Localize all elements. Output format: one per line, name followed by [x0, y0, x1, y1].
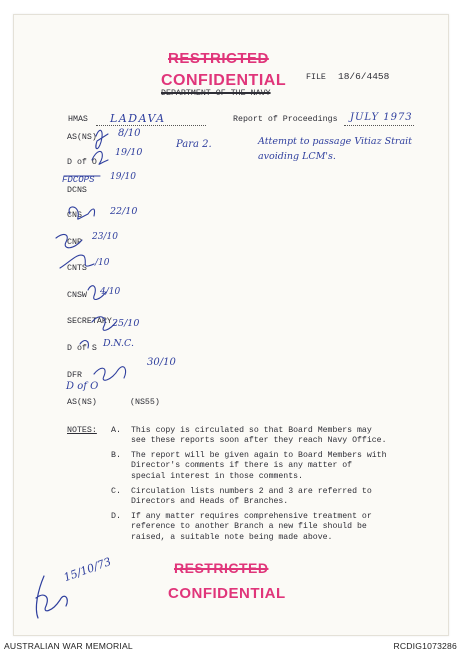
routing-cns: CNS	[67, 211, 82, 220]
restricted-stamp-top: RESTRICTED	[168, 50, 269, 67]
annotation-cns-date: 22/10	[110, 206, 138, 217]
notes-heading: NOTES:	[67, 426, 97, 435]
restricted-stamp-bottom: RESTRICTED	[174, 560, 269, 576]
routing-as-ns-final: AS(NS)	[67, 398, 97, 407]
file-label: FILE	[306, 73, 326, 82]
annotation-secretary-date: 25/10	[112, 318, 140, 329]
department-heading: DEPARTMENT OF THE NAVY	[161, 89, 271, 98]
hmas-label: HMAS	[68, 115, 88, 124]
routing-secretary: SECRETARY	[67, 317, 112, 326]
bottom-signature-date: 15/10/73	[62, 555, 113, 585]
file-number: 18/6/4458	[338, 71, 390, 82]
routing-d-of-s: D of S	[67, 344, 97, 353]
routing-fdcops: FDCOPS	[62, 175, 95, 185]
routing-as-ns: AS(NS)	[67, 133, 97, 142]
footer-record-id: RCDIG1073286	[393, 641, 457, 651]
annotation-as-ns-date: 8/10	[118, 128, 141, 139]
note-b-text: The report will be given again to Board Members with Director's comments if there is any matter of special interest in those comments.	[131, 451, 387, 481]
routing-cnp: CNP	[67, 238, 82, 247]
margin-note-reference: Para 2.	[176, 139, 212, 150]
note-b-letter: B.	[111, 451, 121, 460]
annotation-dfr-initials: D of O	[66, 381, 99, 392]
routing-d-of-o: D of O	[67, 158, 97, 167]
annotation-cnsw-date: 4/10	[100, 287, 121, 297]
routing-dcns: DCNS	[67, 186, 87, 195]
annotation-fdcops-date: 19/10	[110, 172, 136, 182]
annotation-dfr-date: 30/10	[147, 357, 176, 368]
note-d-text: If any matter requires comprehensive treatment or reference to another Branch a new file should be raised, a suitable note being made above.	[131, 512, 372, 542]
note-a-text: This copy is circulated so that Board Members may see these reports soon after they reach Navy Office.	[131, 426, 387, 446]
annotation-cnts-date: /10	[95, 258, 110, 268]
note-a-letter: A.	[111, 426, 121, 435]
report-label: Report of Proceedings	[233, 115, 338, 124]
routing-cnts: CNTS	[67, 264, 87, 273]
annotation-d-of-s: D.N.C.	[103, 338, 134, 349]
confidential-stamp-top: CONFIDENTIAL	[161, 72, 287, 89]
routing-ns55: (NS55)	[130, 398, 160, 407]
note-c-text: Circulation lists numbers 2 and 3 are referred to Directors and Heads of Branches.	[131, 487, 372, 507]
routing-cnsw: CNSW	[67, 291, 87, 300]
ship-name: LADAVA	[110, 112, 166, 125]
report-period: JULY 1973	[350, 112, 413, 123]
footer-source: AUSTRALIAN WAR MEMORIAL	[4, 641, 133, 651]
note-d-letter: D.	[111, 512, 121, 521]
note-c-letter: C.	[111, 487, 121, 496]
annotation-cnp-date: 23/10	[92, 232, 118, 242]
margin-note-text: Attempt to passage Vitiaz Strait avoiding LCM's.	[258, 136, 412, 162]
confidential-stamp-bottom: CONFIDENTIAL	[168, 585, 286, 602]
annotation-d-of-o-date: 19/10	[115, 147, 143, 158]
routing-dfr: DFR	[67, 371, 82, 380]
